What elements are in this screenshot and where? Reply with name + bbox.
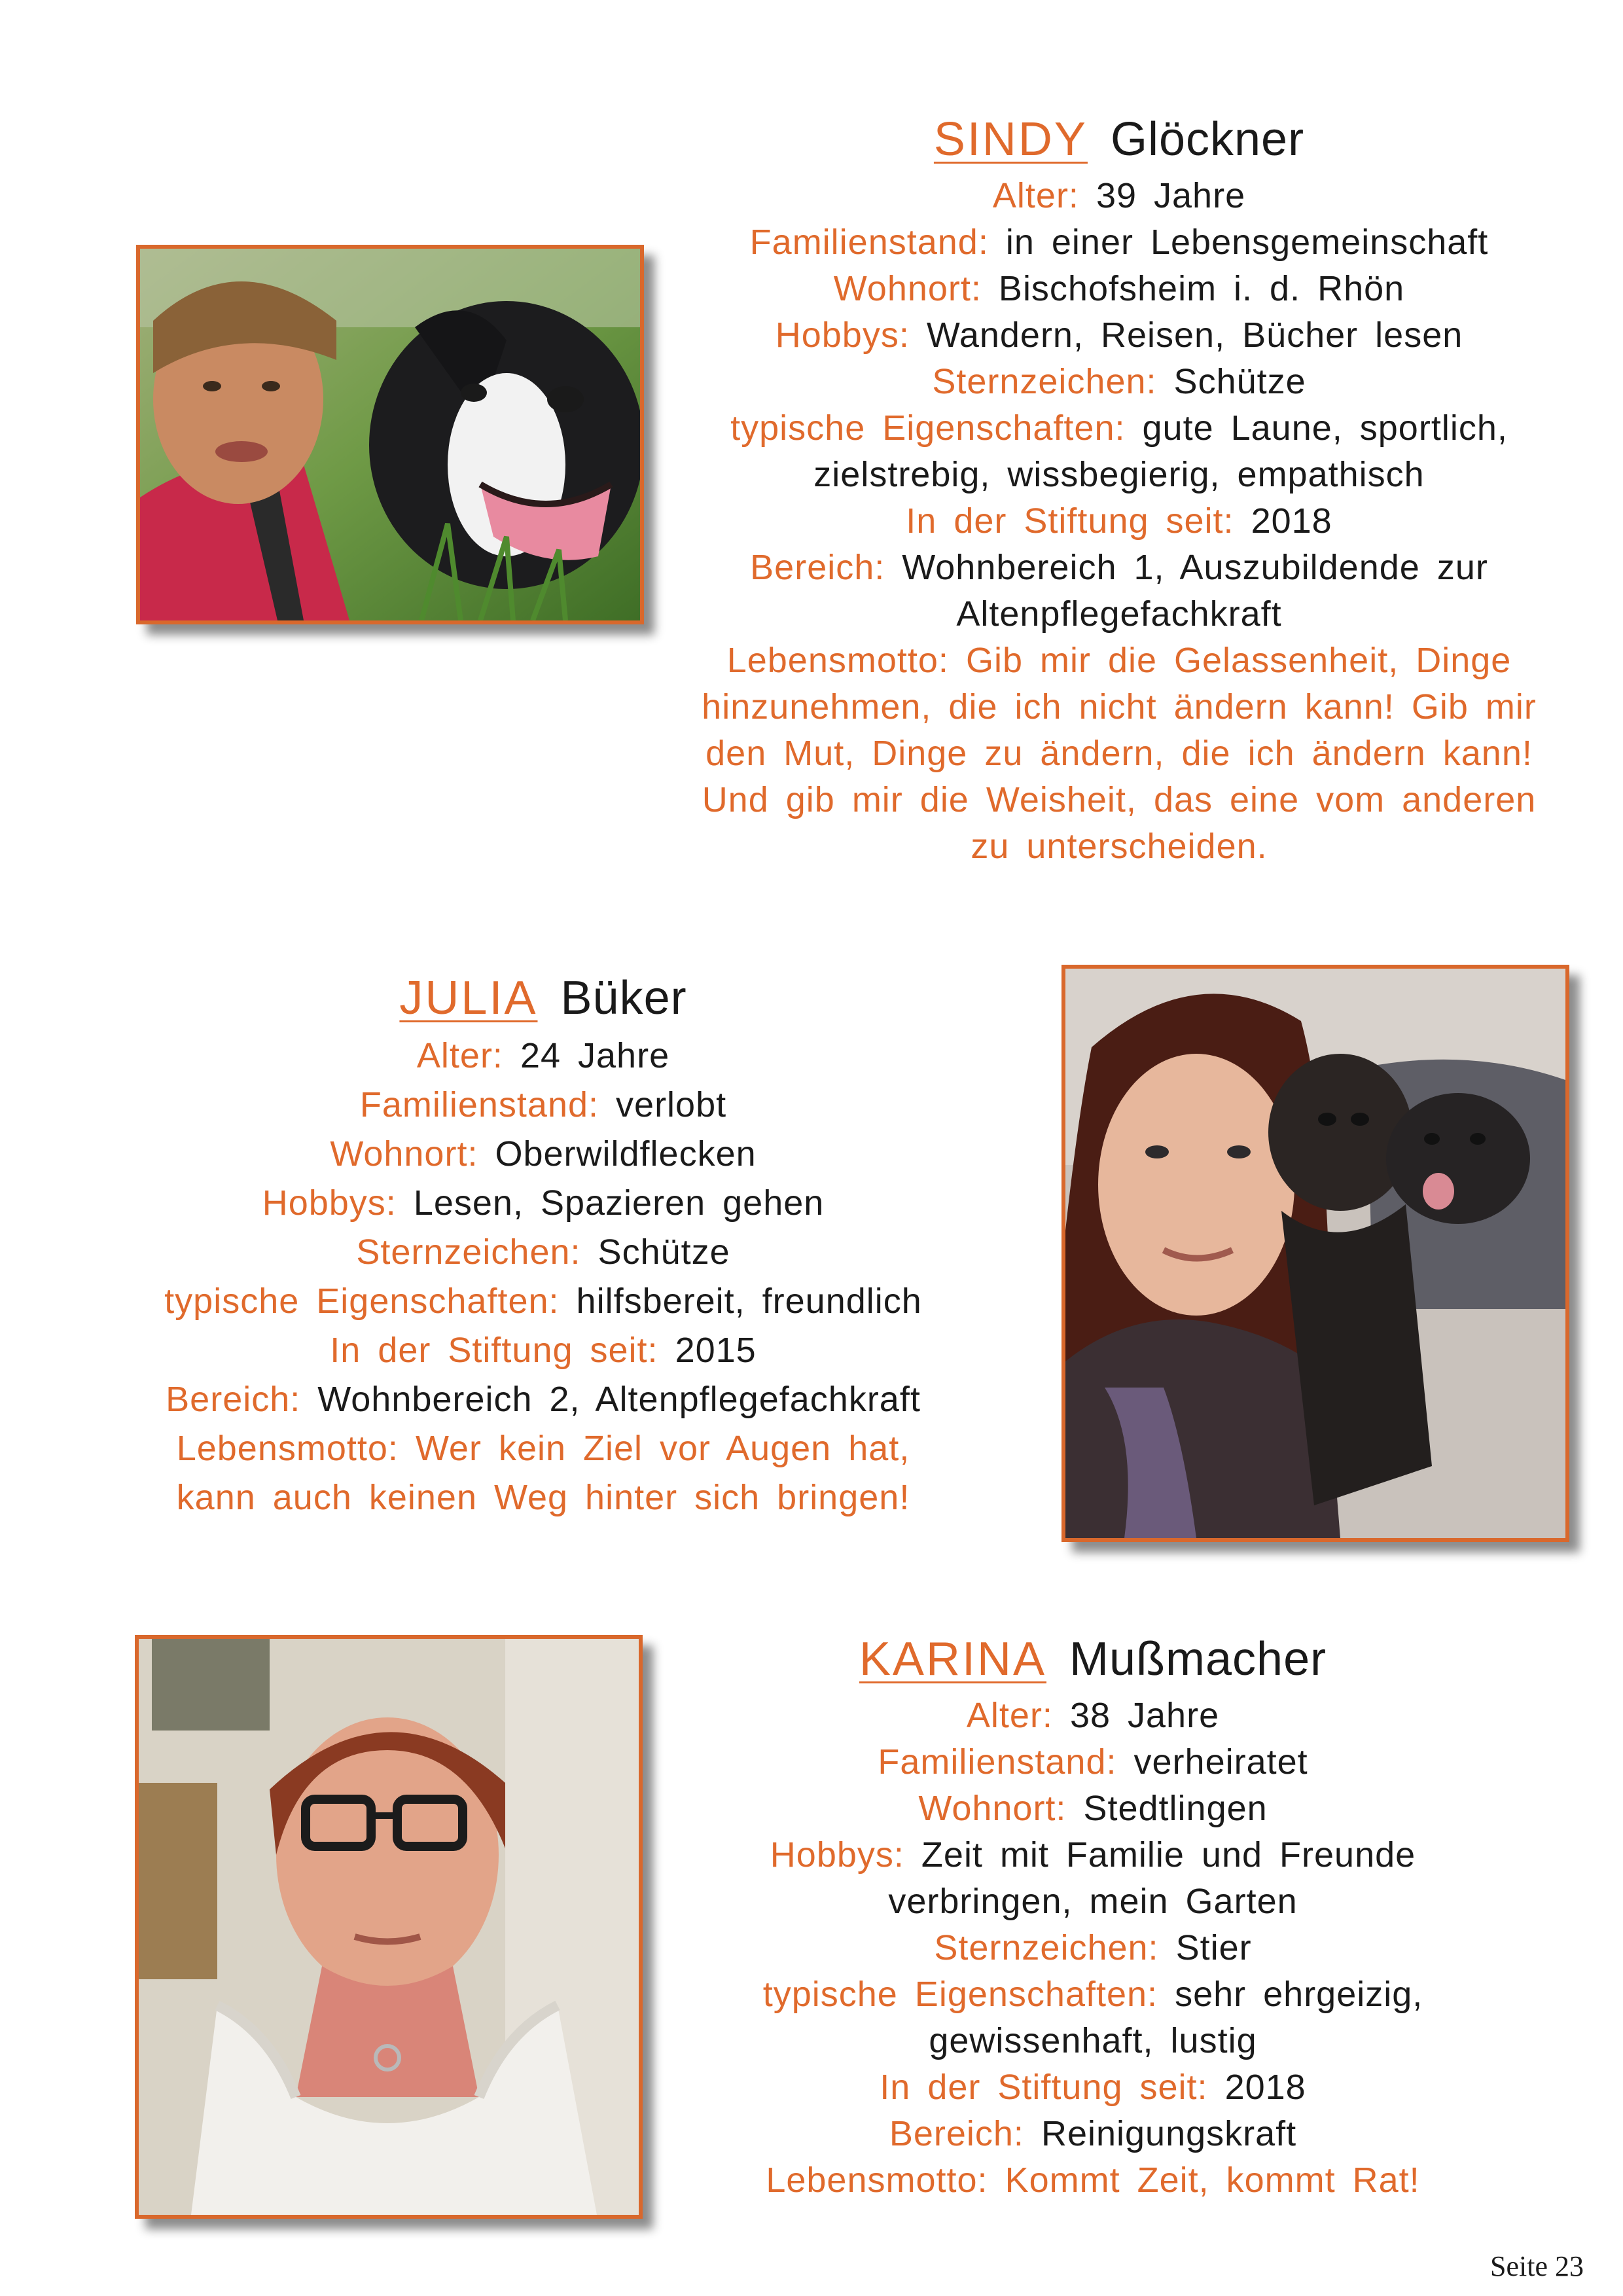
status-label: Familienstand:	[359, 1085, 599, 1124]
area-value-continued: Altenpflegefachkraft	[956, 594, 1282, 634]
age-value: 38 Jahre	[1069, 1696, 1220, 1735]
traits-row-continued	[628, 452, 1610, 498]
age-label: Alter:	[992, 176, 1079, 215]
area-row	[131, 1375, 955, 1424]
photo-sindy-image	[140, 249, 640, 620]
sign-value: Stier	[1175, 1928, 1252, 1967]
since-value: 2018	[1251, 501, 1332, 541]
hobbies-value: Wandern, Reisen, Bücher lesen	[926, 315, 1463, 355]
motto-line	[131, 1424, 955, 1473]
area-label: Bereich:	[166, 1380, 301, 1419]
traits-label: typische Eigenschaften:	[164, 1282, 560, 1321]
hobbies-value: Lesen, Spazieren gehen	[413, 1183, 825, 1223]
residence-value: Oberwildflecken	[495, 1134, 757, 1174]
page-number: Seite 23	[1490, 2250, 1584, 2282]
since-row	[131, 1326, 955, 1375]
motto-line	[628, 637, 1610, 684]
since-label: In der Stiftung seit:	[330, 1331, 658, 1370]
area-value: Wohnbereich 2, Altenpflegefachkraft	[317, 1380, 921, 1419]
profile-sindy	[628, 110, 1610, 870]
motto-text: Kommt Zeit, kommt Rat!	[1005, 2161, 1420, 2200]
hobbies-value-continued: verbringen, mein Garten	[888, 1882, 1298, 1921]
area-row-continued	[628, 591, 1610, 637]
residence-value: Stedtlingen	[1083, 1789, 1268, 1828]
traits-value: gute Laune, sportlich,	[1142, 408, 1508, 448]
profile-julia	[131, 969, 955, 1522]
age-row	[131, 1031, 955, 1081]
hobbies-row	[131, 1179, 955, 1228]
area-label: Bereich:	[750, 548, 885, 587]
last-name: Büker	[560, 972, 687, 1024]
sign-row	[628, 359, 1610, 405]
residence-label: Wohnort:	[833, 269, 982, 308]
age-row	[602, 1693, 1584, 1739]
hobbies-label: Hobbys:	[262, 1183, 397, 1223]
since-row	[628, 498, 1610, 545]
since-value: 2018	[1224, 2068, 1306, 2107]
since-label: In der Stiftung seit:	[880, 2068, 1208, 2107]
first-name: SINDY	[933, 113, 1088, 166]
hobbies-label: Hobbys:	[775, 315, 910, 355]
last-name: Mußmacher	[1069, 1633, 1327, 1685]
motto-text: Gib mir die Gelassenheit, Dinge	[965, 641, 1512, 680]
first-name: JULIA	[399, 972, 538, 1024]
sign-row	[602, 1925, 1584, 1971]
residence-label: Wohnort:	[330, 1134, 478, 1174]
residence-row	[628, 266, 1610, 312]
motto-line: hinzunehmen, die ich nicht ändern kann! Gib mir	[702, 687, 1537, 726]
sign-label: Sternzeichen:	[356, 1232, 581, 1272]
age-value: 24 Jahre	[520, 1036, 670, 1075]
since-value: 2015	[675, 1331, 757, 1370]
age-label: Alter:	[416, 1036, 503, 1075]
motto-block	[602, 2157, 1584, 2204]
sign-label: Sternzeichen:	[934, 1928, 1159, 1967]
status-row	[628, 219, 1610, 266]
status-value: verheiratet	[1133, 1742, 1308, 1782]
photo-karina-image	[139, 1639, 639, 2215]
motto-text: Wer kein Ziel vor Augen hat,	[415, 1429, 910, 1468]
motto-block	[131, 1424, 955, 1522]
sign-value: Schütze	[1173, 362, 1306, 401]
traits-value: sehr ehrgeizig,	[1175, 1975, 1423, 2014]
status-value: in einer Lebensgemeinschaft	[1005, 223, 1489, 262]
motto-line: Und gib mir die Weisheit, das eine vom anderen	[702, 780, 1537, 819]
first-name: KARINA	[859, 1633, 1046, 1685]
profile-karina	[602, 1630, 1584, 2204]
motto-line	[602, 2157, 1584, 2204]
status-row	[131, 1081, 955, 1130]
motto-label: Lebensmotto:	[176, 1429, 399, 1468]
age-value: 39 Jahre	[1096, 176, 1246, 215]
motto-line: kann auch keinen Weg hinter sich bringen!	[176, 1478, 910, 1517]
residence-row	[131, 1130, 955, 1179]
motto-line: zu unterscheiden.	[971, 827, 1268, 866]
traits-row	[628, 405, 1610, 452]
hobbies-row	[628, 312, 1610, 359]
motto-label: Lebensmotto:	[766, 2161, 988, 2200]
residence-row	[602, 1785, 1584, 1832]
sign-value: Schütze	[597, 1232, 730, 1272]
status-row	[602, 1739, 1584, 1785]
age-label: Alter:	[966, 1696, 1053, 1735]
age-row	[628, 173, 1610, 219]
profile-name	[602, 1630, 1584, 1689]
traits-row	[131, 1277, 955, 1326]
hobbies-value: Zeit mit Familie und Freunde	[921, 1835, 1416, 1874]
last-name: Glöckner	[1110, 113, 1305, 166]
traits-row	[602, 1971, 1584, 2018]
hobbies-label: Hobbys:	[770, 1835, 904, 1874]
motto-label: Lebensmotto:	[726, 641, 949, 680]
residence-label: Wohnort:	[918, 1789, 1067, 1828]
motto-line: den Mut, Dinge zu ändern, die ich ändern kann!	[705, 734, 1533, 773]
since-row	[602, 2064, 1584, 2111]
sign-row	[131, 1228, 955, 1277]
traits-value-continued: gewissenhaft, lustig	[929, 2021, 1257, 2060]
area-value: Wohnbereich 1, Auszubildende zur	[902, 548, 1488, 587]
status-label: Familienstand:	[749, 223, 989, 262]
area-row	[628, 545, 1610, 591]
profile-name	[131, 969, 955, 1028]
traits-value: hilfsbereit, freundlich	[576, 1282, 922, 1321]
status-value: verlobt	[616, 1085, 727, 1124]
motto-block	[628, 637, 1610, 870]
area-value: Reinigungskraft	[1041, 2114, 1297, 2153]
traits-label: typische Eigenschaften:	[730, 408, 1126, 448]
sign-label: Sternzeichen:	[932, 362, 1157, 401]
status-label: Familienstand:	[878, 1742, 1117, 1782]
hobbies-row	[602, 1832, 1584, 1878]
photo-julia-image	[1065, 969, 1565, 1538]
traits-row-continued	[602, 2018, 1584, 2064]
photo-sindy	[136, 245, 644, 624]
hobbies-row-continued	[602, 1878, 1584, 1925]
since-label: In der Stiftung seit:	[906, 501, 1234, 541]
area-row	[602, 2111, 1584, 2157]
photo-karina	[135, 1635, 643, 2219]
profile-name	[628, 110, 1610, 169]
area-label: Bereich:	[889, 2114, 1024, 2153]
photo-julia	[1061, 965, 1569, 1542]
traits-value-continued: zielstrebig, wissbegierig, empathisch	[813, 455, 1425, 494]
traits-label: typische Eigenschaften:	[762, 1975, 1158, 2014]
residence-value: Bischofsheim i. d. Rhön	[998, 269, 1405, 308]
